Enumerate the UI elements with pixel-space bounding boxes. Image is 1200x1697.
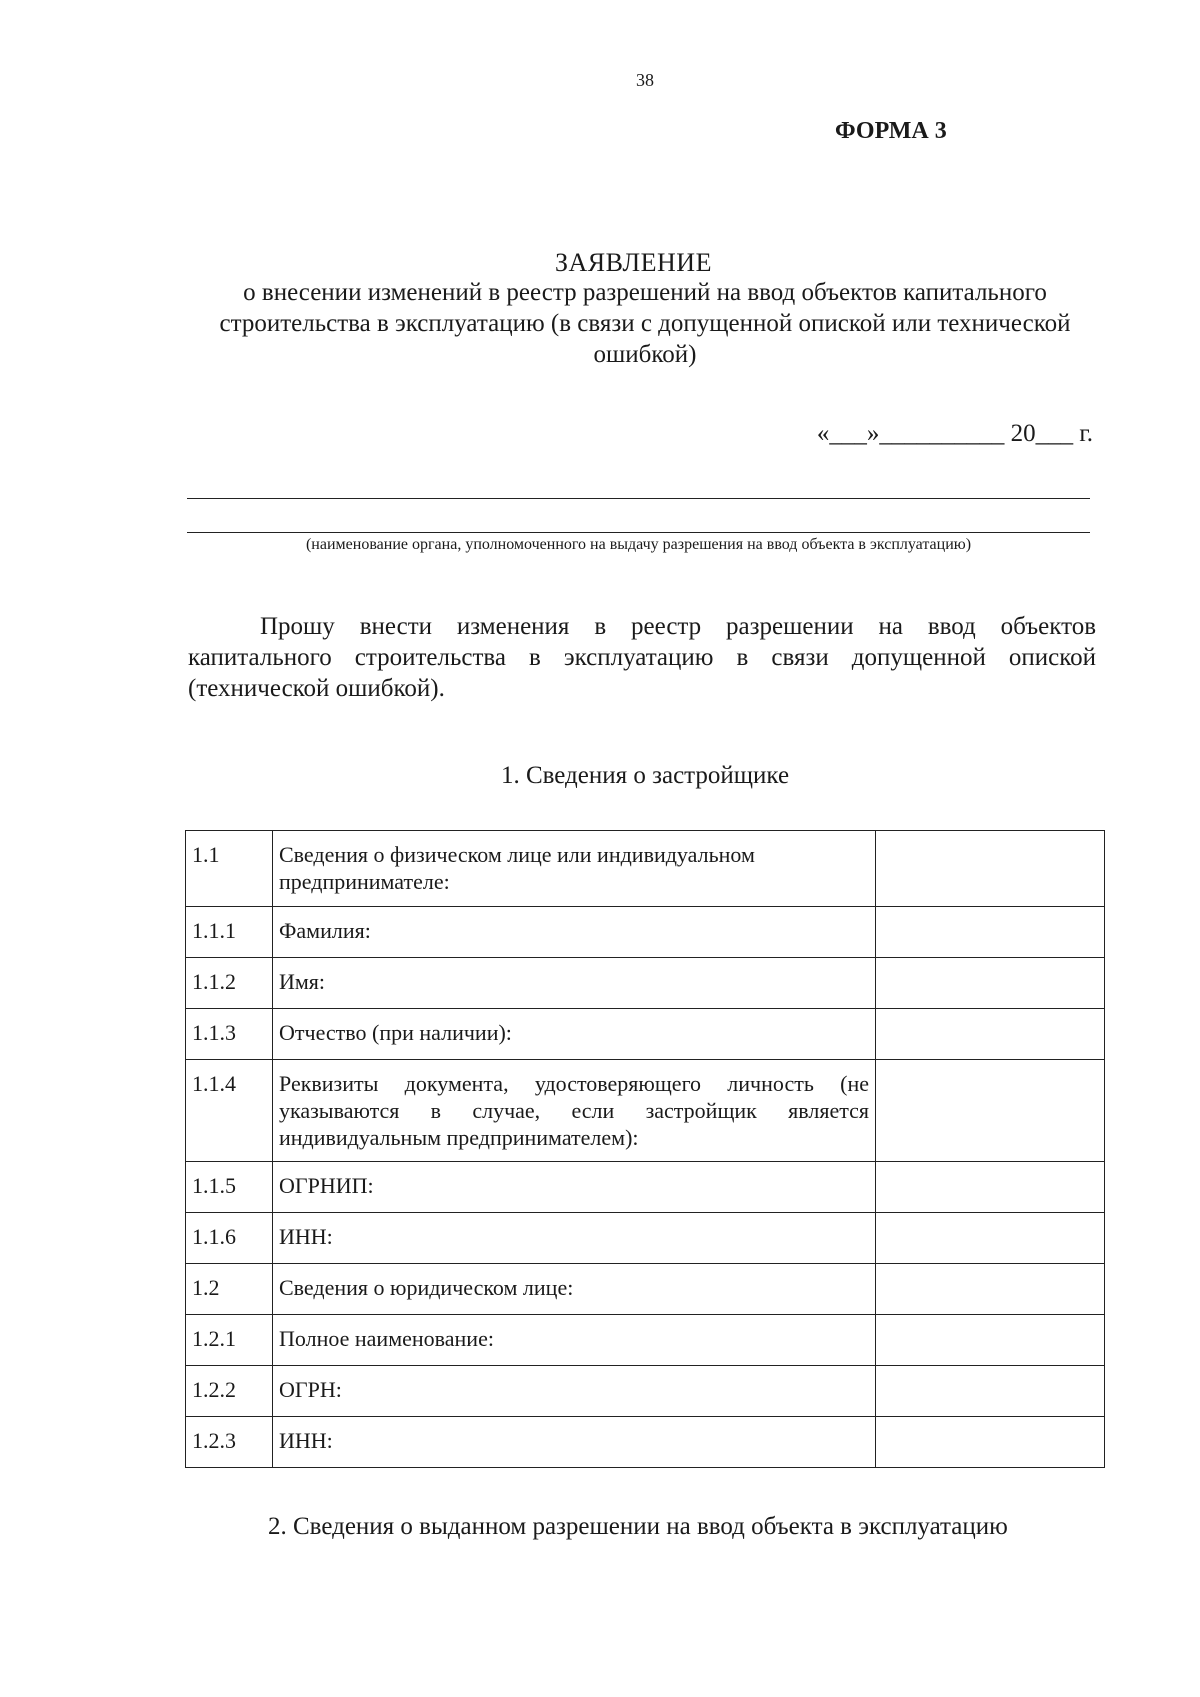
row-value-cell[interactable] [876, 1213, 1105, 1264]
organ-name-line-2 [187, 532, 1090, 533]
table-row [186, 907, 1105, 958]
row-value-cell[interactable] [876, 907, 1105, 958]
table-row [186, 1009, 1105, 1060]
row-label: ОГРН: [273, 1366, 876, 1417]
row-label: Реквизиты документа, удостоверяющего личность (не указываются в случае, если застройщик является индивидуальным предпринимателем): [273, 1060, 876, 1162]
row-number: 1.1.4 [186, 1060, 273, 1162]
row-number: 1.1.1 [186, 907, 273, 958]
document-subtitle: о внесении изменений в реестр разрешений на ввод объектов капитального строительства в эксплуатацию (в связи с допущенной опиской или технической ошибкой) [219, 279, 1071, 368]
row-number: 1.2 [186, 1264, 273, 1315]
organ-caption: (наименование органа, уполномоченного на выдачу разрешения на ввод объекта в эксплуатацию) [305, 536, 972, 553]
row-value-cell[interactable] [876, 1060, 1105, 1162]
section-2-heading: 2. Сведения о выданном разрешении на ввод объекта в эксплуатацию [268, 1513, 1008, 1540]
row-value-cell[interactable] [876, 1009, 1105, 1060]
row-number: 1.2.2 [186, 1366, 273, 1417]
row-value-cell[interactable] [876, 1264, 1105, 1315]
row-value-cell[interactable] [876, 1162, 1105, 1213]
row-number: 1.2.1 [186, 1315, 273, 1366]
row-number: 1.1 [186, 831, 273, 907]
table-row [186, 831, 1105, 907]
date-line: «___»__________ 20___ г. [816, 420, 1093, 447]
row-label: Сведения о физическом лице или индивидуальном предпринимателе: [273, 831, 876, 907]
row-label: Отчество (при наличии): [273, 1009, 876, 1060]
row-label: ИНН: [273, 1417, 876, 1468]
row-number: 1.1.3 [186, 1009, 273, 1060]
row-label: ОГРНИП: [273, 1162, 876, 1213]
row-value-cell[interactable] [876, 1366, 1105, 1417]
section-1-heading: 1. Сведения о застройщике [500, 762, 790, 789]
document-title: ЗАЯВЛЕНИЕ [555, 248, 712, 277]
row-number: 1.1.5 [186, 1162, 273, 1213]
row-label: ИНН: [273, 1213, 876, 1264]
row-number: 1.2.3 [186, 1417, 273, 1468]
table-row [186, 958, 1105, 1009]
organ-name-line [187, 498, 1090, 499]
page-number: 38 [636, 70, 654, 90]
row-value-cell[interactable] [876, 1417, 1105, 1468]
row-value-cell[interactable] [876, 831, 1105, 907]
table-row [186, 1315, 1105, 1366]
table-row [186, 1213, 1105, 1264]
table-row [186, 1162, 1105, 1213]
developer-info-table [185, 830, 1105, 1468]
table-row [186, 1366, 1105, 1417]
row-label: Фамилия: [273, 907, 876, 958]
table-row [186, 1417, 1105, 1468]
request-paragraph: Прошу внести изменения в реестр разрешении на ввод объектов капитального строительства в эксплуатацию в связи допущенной опиской (технической ошибкой). [188, 613, 1096, 702]
form-label: ФОРМА 3 [835, 118, 947, 144]
table-row [186, 1264, 1105, 1315]
row-number: 1.1.2 [186, 958, 273, 1009]
row-label: Имя: [273, 958, 876, 1009]
row-label: Полное наименование: [273, 1315, 876, 1366]
row-number: 1.1.6 [186, 1213, 273, 1264]
table-row [186, 1060, 1105, 1162]
row-label: Сведения о юридическом лице: [273, 1264, 876, 1315]
row-value-cell[interactable] [876, 1315, 1105, 1366]
row-value-cell[interactable] [876, 958, 1105, 1009]
